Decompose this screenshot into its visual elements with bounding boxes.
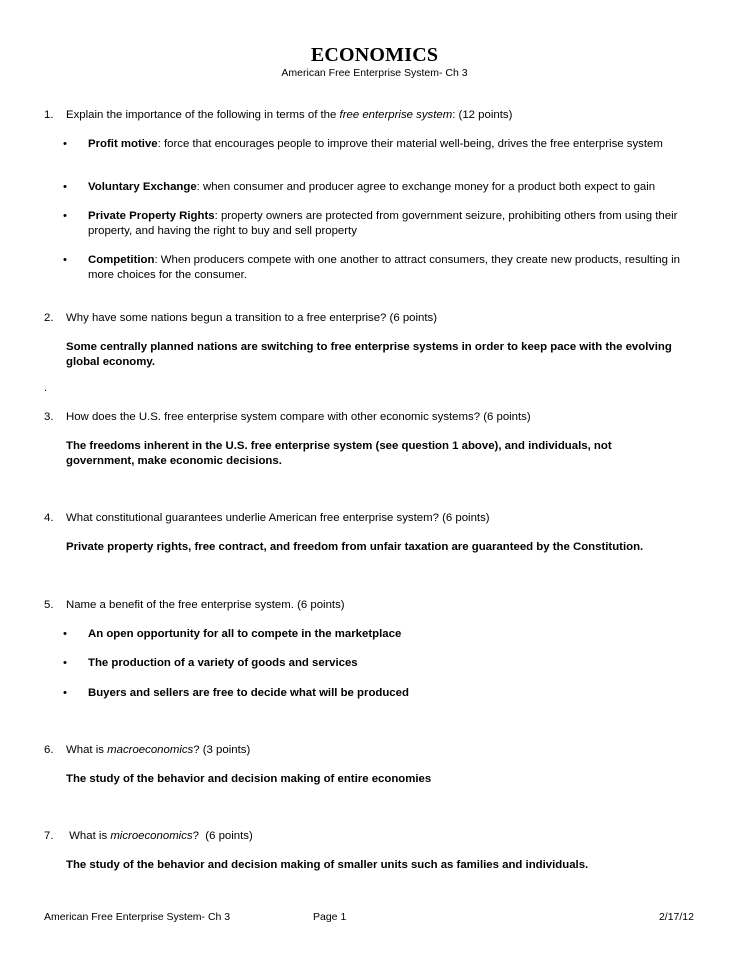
bullet-icon: • xyxy=(63,687,67,699)
question-text: Explain the importance of the following in terms of the free enterprise system: (12 points) xyxy=(66,109,513,121)
question-number: 1. xyxy=(44,109,54,121)
question-number: 3. xyxy=(44,411,54,423)
question-number: 7. xyxy=(44,830,54,842)
stray-mark: . xyxy=(44,382,48,394)
definition: : When producers compete with one another to attract consumers, they create new products, resulting in more choices for the consumer. xyxy=(88,254,680,281)
bullet-icon: • xyxy=(63,657,67,669)
term: Private Property Rights xyxy=(88,210,215,222)
term: Profit motive xyxy=(88,138,158,150)
question-number: 2. xyxy=(44,312,54,324)
term: Competition xyxy=(88,254,155,266)
answer-text: The study of the behavior and decision making of smaller units such as families and individuals. xyxy=(66,859,589,871)
answer-text: Private property rights, free contract, and freedom from unfair taxation are guaranteed by the Constitution. xyxy=(66,541,644,553)
bullet-icon: • xyxy=(63,210,67,222)
answer-text: Some centrally planned nations are switching to free enterprise systems in order to keep pace with the evolving global economy. xyxy=(66,341,672,368)
question-text: What is microeconomics? (6 points) xyxy=(66,830,253,842)
question-number: 4. xyxy=(44,512,54,524)
question-text: Name a benefit of the free enterprise system. (6 points) xyxy=(66,599,345,611)
question-text: What constitutional guarantees underlie American free enterprise system? (6 points) xyxy=(66,512,490,524)
question-emphasis: microeconomics xyxy=(110,830,193,842)
question-emphasis: macroeconomics xyxy=(107,744,194,756)
definition: : force that encourages people to improve their material well-being, drives the free enterprise system xyxy=(157,138,663,150)
question-text: Why have some nations begun a transition to a free enterprise? (6 points) xyxy=(66,312,438,324)
bullet-icon: • xyxy=(63,138,67,150)
footer-page-number: Page 1 xyxy=(313,911,347,923)
term: Voluntary Exchange xyxy=(88,181,197,193)
bullet-icon: • xyxy=(63,254,67,266)
answer-text: The study of the behavior and decision making of entire economies xyxy=(66,773,432,785)
question-number: 6. xyxy=(44,744,54,756)
benefit-text: The production of a variety of goods and services xyxy=(88,657,358,669)
benefit-text: An open opportunity for all to compete in the marketplace xyxy=(88,628,402,640)
bullet-icon: • xyxy=(63,181,67,193)
question-text: What is macroeconomics? (3 points) xyxy=(66,744,251,756)
footer-left: American Free Enterprise System- Ch 3 xyxy=(44,911,231,923)
bullet-icon: • xyxy=(63,628,67,640)
answer-text: The freedoms inherent in the U.S. free enterprise system (see question 1 above), and individuals, not government, make economic decisions. xyxy=(66,440,612,467)
page-title: ECONOMICS xyxy=(310,44,439,66)
definition: : when consumer and producer agree to exchange money for a product both expect to gain xyxy=(196,181,656,193)
question-number: 5. xyxy=(44,599,54,611)
footer-date: 2/17/12 xyxy=(658,911,694,923)
page-subtitle: American Free Enterprise System- Ch 3 xyxy=(281,67,468,79)
question-emphasis: free enterprise system xyxy=(339,109,453,121)
benefit-text: Buyers and sellers are free to decide what will be produced xyxy=(88,687,409,699)
definition: : property owners are protected from government seizure, prohibiting others from using their property, and having the right to buy and sell property xyxy=(88,210,678,237)
question-text: How does the U.S. free enterprise system compare with other economic systems? (6 points) xyxy=(66,411,531,423)
